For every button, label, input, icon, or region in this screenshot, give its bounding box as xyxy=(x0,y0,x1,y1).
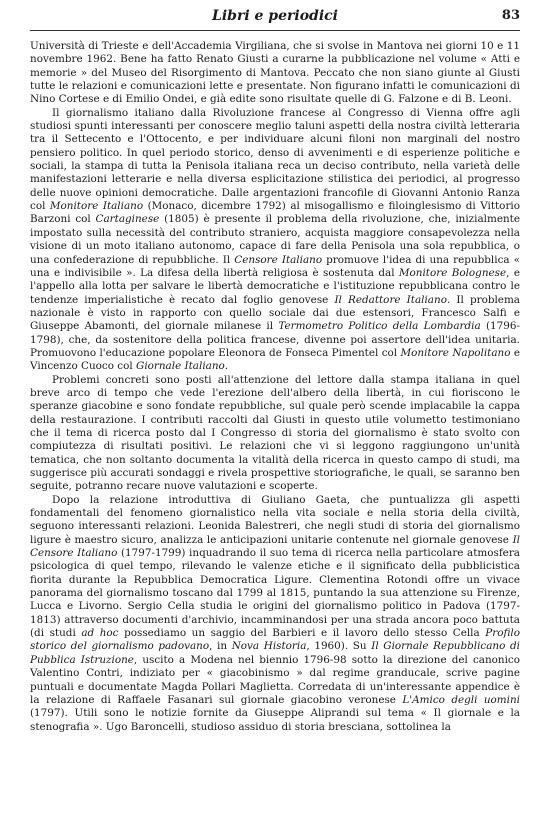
italic-title: Il Giornale Repubblicano di Pubblica Istruzione xyxy=(30,640,520,666)
italic-title: Il Censore Italiano xyxy=(30,533,520,560)
text-run: Problemi concreti sono posti all'attenzione del lettore dalla stampa italiana in quel breve arco di tempo che vede l'erezione dell'albero della libertà, in cui fioriscono le speranze giacobine e sono fondate repubbliche, sul quale però scende implacabile la cappa della restaurazione. I contributi raccolti dal Giusti in questo utile volumetto testimoniano che il tema di ricerca posto dal I Congresso di storia del giornalismo è stato svolto con compiutezza di risultati positivi. Le relazioni che vi si leggono raggiungono un'unità tematica, che non soltanto documenta la vitalità della ricerca in questo campo di studi, ma suggerisce più accurati sondaggi e rivela prospettive storiografiche, le quali, se saranno ben seguite, potranno recare nuove valutazioni e scoperte. xyxy=(30,373,520,493)
text-run: possediamo un saggio del Barbieri e il lavoro dello stesso Cella xyxy=(118,627,486,640)
text-run: . xyxy=(224,360,229,373)
text-run: , uscito a Modena nel biennio 1796-98 sotto la direzione del canonico Valentino Contri, indiziato per « giacobinismo » dal regime granducale, scrive pagine puntuali e documentate Magda Pollari Maglietta. Corredata di un'interessante appendice è la relazione di Raffaele Fasanari sul giornale giacobino veronese xyxy=(30,653,520,706)
paragraph xyxy=(30,40,520,107)
text-run: (1797-1799) inquadrando il suo tema di ricerca nella particolare atmosfera psicologica di quel tempo, rilevando le valenze etiche e il significato della pubblicistica fiorita durante la Repubblica Democratica Ligure. Clementina Rotondi offre un vivace panorama del giornalismo toscano dal 1799 al 1815, puntando la sua attenzione su Firenze, Lucca e Livorno. Sergio Cella studia le origini del giornalismo politico in Padova (1797-1813) attraverso documenti d'archivio, incamminandosi per una strada ancora poco battuta (di studi xyxy=(30,547,520,640)
running-title: Libri e periodici xyxy=(212,8,338,24)
text-run: Università di Trieste e dell'Accademia Virgiliana, che si svolse in Mantova nei giorni 10 e 11 novembre 1962. Bene ha fatto Renato Giusti a curarne la pubblicazione nel volume « Atti e memorie » del Museo del Risorgimento di Mantova. Peccato che non siano giunte al Giusti tutte le relazioni e comunicazioni lette e presentate. Non figurano infatti le comunicazioni di Nino Cortese e di Emilio Ondei, e già edite sono risultate quelle di G. Falzone e di B. Leoni. xyxy=(30,40,520,106)
paragraph xyxy=(30,107,520,374)
italic-title: Monitore Italiano xyxy=(49,200,144,213)
text-run: e Vincenzo Cuoco col xyxy=(30,346,521,373)
italic-title: Cartaginese xyxy=(95,213,160,226)
text-run: (1805) è presente il problema della rivoluzione, che, inizialmente impostato sulla necessità del contributo straniero, acquista maggiore consapevolezza nella visione di un moto italiano autonomo, capace di fare della Penisola una sola repubblica, o una confederazione di repubbliche. Il xyxy=(30,213,521,266)
paragraph xyxy=(30,494,520,734)
italic-title: Censore Italiano xyxy=(234,253,323,266)
text-run: Dopo la relazione introduttiva di Giuliano Gaeta, che puntualizza gli aspetti fondamentali del fenomeno giornalistico nella vita sociale e nella storia della civiltà, seguono interessanti relazioni. Leonida Balestreri, che negli studi di storia del giornalismo ligure è maestro sicuro, analizza le anticipazioni unitarie contenute nel giornale genovese xyxy=(30,493,520,546)
text-run: (1797). Utili sono le notizie fornite da Giuseppe Aliprandi sul tema « Il giornale e la stenografia ». Ugo Baroncelli, studioso assiduo di storia bresciana, sottolinea la xyxy=(30,707,520,733)
page-number: 83 xyxy=(501,8,520,23)
italic-title: Giornale Italiano xyxy=(136,360,225,373)
italic-title: Monitore Bolognese xyxy=(398,266,507,279)
italic-title: Termometro Politico della Lombardia xyxy=(278,320,481,333)
text-run: , in xyxy=(209,640,232,653)
text-run: . Il problema nazionale è visto in rapporto con quello sociale dai due estensori, Francesco Salfi e Giuseppe Abamonti, del giornale milanese il xyxy=(30,293,520,333)
italic-title: Monitore Napolitano xyxy=(400,346,511,359)
italic-title: Nova Historia xyxy=(231,640,307,653)
italic-title: Profilo storico del giornalismo padovano xyxy=(30,627,520,653)
article-body xyxy=(30,40,520,734)
italic-title: L'Amico degli uomini xyxy=(402,693,520,706)
text-run: (Monaco, dicembre 1792) al misogallismo e filoinglesismo di Vittorio Barzoni col xyxy=(30,200,520,226)
paragraph xyxy=(30,374,520,494)
text-run: , 1960). Su xyxy=(306,640,372,653)
text-run: (1796-1798), che, da sostenitore della politica francese, divenne poi assertore dell'idea unitaria. Promuovono l'educazione popolare Eleonora de Fonseca Pimentel col xyxy=(30,320,520,359)
text-run: Il giornalismo italiano dalla Rivoluzione francese al Congresso di Vienna offre agli studiosi spunti interessanti per conoscere meglio taluni aspetti della nostra civiltà letteraria tra il Settecento e l'Ottocento, e per individuare alcuni filoni non marginali del nostro pensiero politico. In quel periodo storico, denso di avvenimenti e di esperienze politiche e sociali, la stampa di tutta la Penisola italiana reca un deciso contributo, nella varietà delle manifestazioni letterarie e nella diversa esplicitazione stilistica dei periodici, al progresso delle nuove opinioni democratiche. Dalle argentazioni francofile di Giovanni Antonio Ranza col xyxy=(30,106,520,213)
text-run: , e l'appello alla lotta per salvare le libertà democratiche e l'istituzione repubblicana contro le tendenze imperialistiche è recato dal foglio genovese xyxy=(30,266,520,306)
italic-title: ad hoc xyxy=(81,627,119,640)
page-header xyxy=(30,8,520,28)
text-run: promuove l'idea di una repubblica « una e indivisibile ». La difesa della libertà religiosa è sostenuta dal xyxy=(30,253,520,279)
italic-title: Il Redattore Italiano xyxy=(334,293,447,306)
header-rule xyxy=(30,30,520,31)
